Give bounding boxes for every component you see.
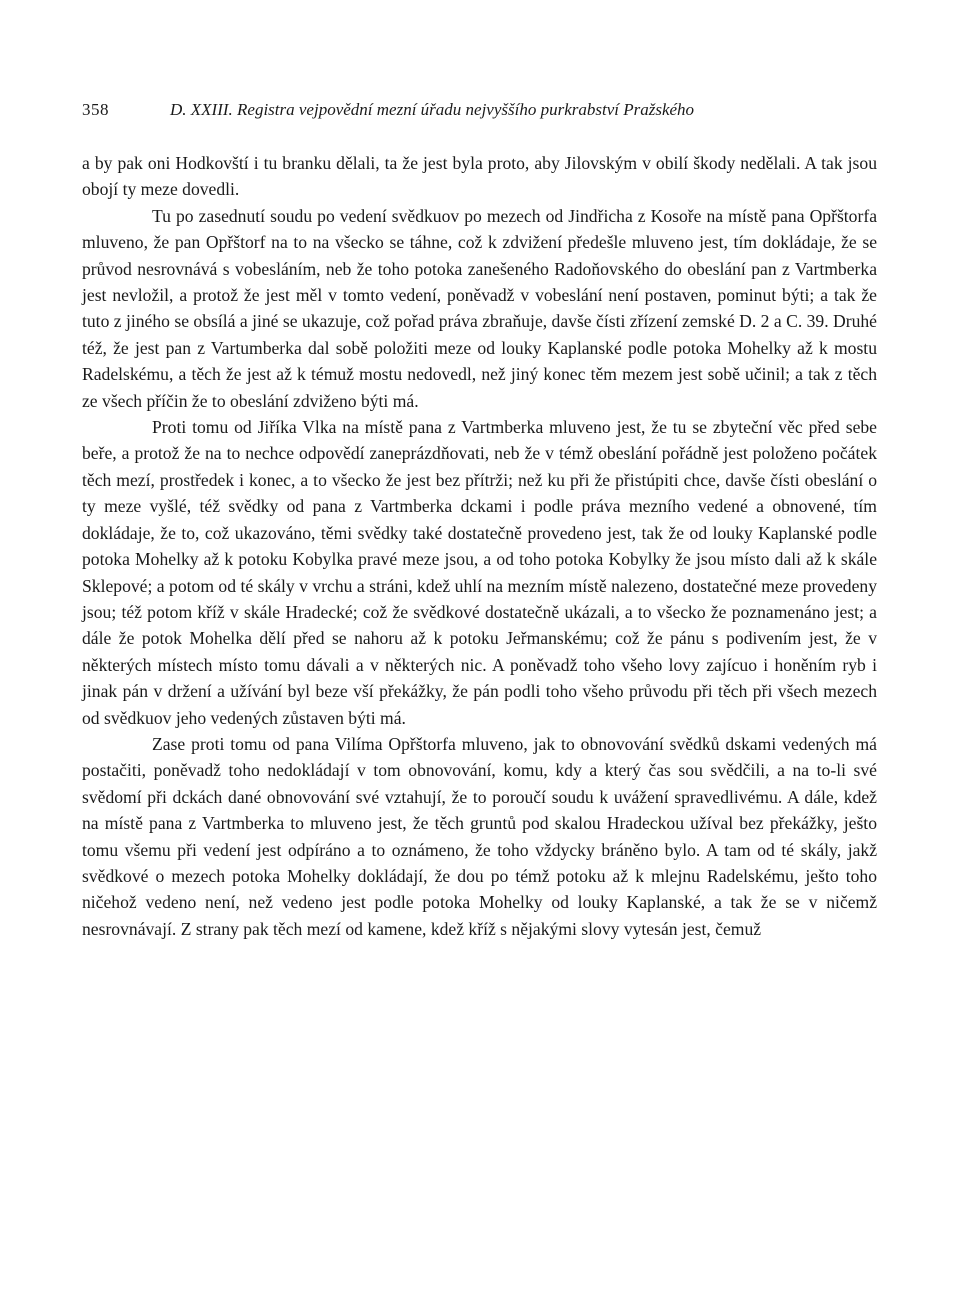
document-page bbox=[82, 100, 877, 942]
running-header bbox=[82, 100, 877, 120]
paragraph: Proti tomu od Jiříka Vlka na místě pana z Vartmberka mluveno jest, že tu se zbyteční věc před sebe beře, a protož že na to nechce odpovědí zaneprázdňovati, neb že v témž obeslání pořádně jest položeno počátek těch mezí, prostředek i konec, a to všecko že jest bez přítrži; než ku při že přistúpiti chce, davše čísti obeslání o ty meze vyšlé, též svědky od pana z Vartmberka dckami i podle práva mezního vedené a obnovené, tím dokládaje, že to, což ukazováno, těmi svědky také dostatečně provedeno jest, tak že od louky Kaplanské podle potoka Mohelky až k potoku Kobylka pravé meze jsou, a od toho potoka Kobylky že jsou místo dali až k skále Sklepové; a potom od té skály v vrchu a stráni, kdež uhlí na mezním místě nalezeno, dostatečné meze provedeny jsou; též potom kříž v skále Hradecké; což že svědkové dostatečně ukázali, a to všecko že poznamenáno jest; a dále že potok Mohelka dělí před se nahoru až k potoku Jeřmanskému; což že pánu s podivením jest, že v některých místech místo tomu dávali a v některých nic. A poněvadž toho všeho lovy zajícuo i honěním ryb i jinak pán v držení a užívání byl beze vší překážky, že pán podli toho všeho průvodu při těch při všech mezech od svědkuov jeho vedených zůstaven býti má. bbox=[82, 417, 877, 728]
running-title: D. XXIII. Registra vejpovědní mezní úřadu nejvyššího purkrabství Pražského bbox=[170, 100, 695, 119]
paragraph: Tu po zasednutí soudu po vedení svědkuov po mezech od Jindřicha z Kosoře na místě pana Opřštorfa mluveno, že pan Opřštorf na to na všecko se táhne, což k zdvižení předešle mluveno jest, tím dokládaje, že se průvod nesrovnává s vobesláním, neb že toho potoka zanešeného Radoňovského do obeslání pan z Vartmberka jest nevložil, a protož že jest měl v tomto vedení, poněvadž v vobeslání není postaven, pominut býti; a tak že tuto z jiného se obsílá a jiné se ukazuje, což pořad práva zbraňuje, davše čísti zřízení zemské D. 2 a C. 39. Druhé též, že jest pan z Vartumberka dal sobě položiti meze od louky Kaplanské podle potoka Mohelky až k mostu Radelskému, a těch že jest až k témuž mostu nedovedl, než jiný konec těm mezem jest sobě učinil; a tak z těch ze všech příčin že to obeslání zdviženo býti má. bbox=[82, 205, 877, 411]
paragraph-continued: a by pak oni Hodkovští i tu branku dělali, ta že jest byla proto, aby Jilovským v obilí škody nedělali. A tak jsou obojí ty meze dovedli. bbox=[82, 153, 877, 200]
paragraph: Zase proti tomu od pana Vilíma Opřštorfa mluveno, jak to obnovování svědků dskami vedených má postačiti, poněvadž toho nedokládají v tom obnovování, komu, kdy a který čas sou svědčili, a na to-li své svědomí při dckách dané obnovování své vztahují, že to poroučí soudu k uvážení spravedlivému. A dále, kdež na místě pana z Vartmberka to mluveno jest, že těch gruntů pod skalou Hradeckou užíval bez překážky, ješto tomu všemu při vedení jest odpíráno a to oznámeno, že toho vždycky bráněno bylo. A tam od té skály, jakž svědkové o mezech potoka Mohelky dokládají, že dou po témž potoku až k mlejnu Radelskému, ješto toho ničehož vedeno není, než vedeno jest podle potoka Mohelky od louky Kaplanské, a tak že se v ničemž nesrovnávají. Z strany pak těch mezí od kamene, kdež kříž s nějakými slovy vytesán jest, čemuž bbox=[82, 733, 877, 939]
body-text bbox=[82, 150, 877, 942]
page-number: 358 bbox=[82, 100, 109, 119]
